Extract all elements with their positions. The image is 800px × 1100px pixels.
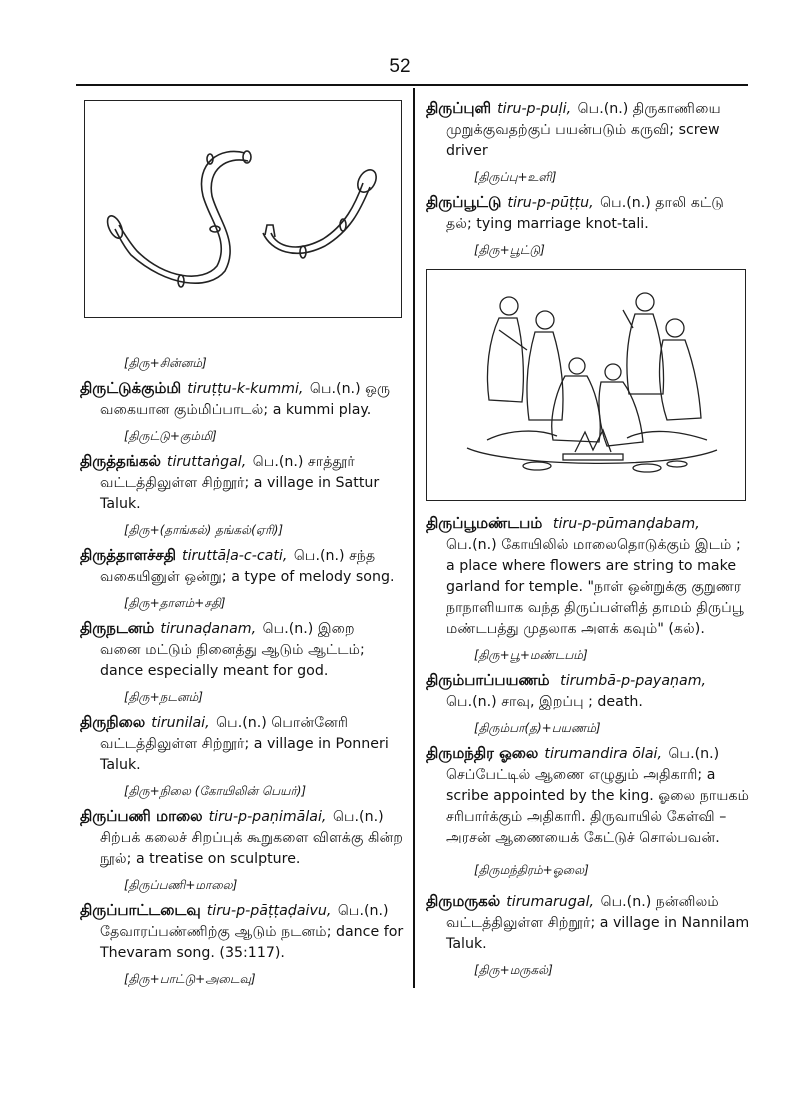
definition: வனை மட்டும் நினைத்து ஆடும் ஆட்டம்; dance especially meant for god. bbox=[100, 642, 365, 679]
headword: திருட்டுக்கும்மி bbox=[80, 379, 182, 397]
definition: வகையான கும்மிப்பாடல்; a kummi play. bbox=[100, 402, 372, 418]
pos-gloss: பெ.(n.) தாலி கட்டு bbox=[600, 195, 724, 211]
transliteration: tiru-p-puḷi, bbox=[497, 101, 572, 117]
horn-figure bbox=[84, 100, 402, 318]
etymology: [திரு+பூட்டு] bbox=[474, 243, 545, 257]
horn-instrument-illustration bbox=[85, 101, 401, 317]
entry bbox=[426, 98, 751, 186]
transliteration: tiru-p-pūmanḍabam, bbox=[552, 516, 700, 532]
left-column bbox=[80, 92, 405, 994]
wedding-ceremony-illustration bbox=[427, 270, 745, 500]
pos-gloss: பெ.(n.) ஒரு bbox=[309, 381, 391, 397]
transliteration: tiru-p-pāṭṭaḍaivu, bbox=[206, 903, 332, 919]
definition: செப்பேட்டில் ஆணை எழுதும் அதிகாரி; a scribe appointed by the king. ஓலை நாயகம் சரிபார்க்கும் அதிகாரி. திருவாயில் கேள்வி – அரசன் ஆணையைக் கேட்டுச் சொல்பவன். bbox=[446, 767, 750, 846]
transliteration: tiruṭṭu-k-kummi, bbox=[187, 381, 304, 397]
headword: திருநிலை bbox=[80, 713, 146, 731]
entry bbox=[80, 378, 405, 445]
etymology: [திரு+பூ+மண்டபம்] bbox=[474, 648, 588, 662]
wedding-figure bbox=[426, 269, 746, 501]
definition: தல்; tying marriage knot-tali. bbox=[446, 216, 649, 232]
definition: தேவாரப்பண்ணிற்கு ஆடும் நடனம்; dance for Thevaram song. (35:117). bbox=[100, 924, 404, 961]
entry bbox=[80, 712, 405, 800]
transliteration: tiru-p-paṇimālai, bbox=[208, 809, 327, 825]
entry bbox=[426, 743, 751, 879]
right-column bbox=[426, 92, 751, 985]
entry bbox=[80, 900, 405, 988]
entry bbox=[80, 451, 405, 539]
transliteration: tirumarugal, bbox=[506, 894, 595, 910]
pos-gloss: பெ.(n.) bbox=[332, 809, 384, 825]
etymology: [திரு+பாட்டு+அடைவு] bbox=[124, 972, 256, 986]
pos-gloss: பெ.(n.) இறை bbox=[262, 621, 355, 637]
headword: திருப்பூமண்டபம் bbox=[426, 514, 543, 532]
pos-gloss: பெ.(n.) bbox=[337, 903, 389, 919]
transliteration: tiruttaṅgal, bbox=[166, 454, 247, 470]
headword: திருப்பணி மாலை bbox=[80, 807, 203, 825]
transliteration: tirumandira ōlai, bbox=[544, 746, 662, 762]
definition: பெ.(n.) கோயிலில் மாலைதொடுக்கும் இடம் ; a place where flowers are string to make garland for temple. "நாள் ஒன்றுக்கு குறுணர நாநாளியாக வந்த திருப்பள்ளித் தாமம் திருப்பூ மண்டபத்து முதலாக அளக் கவும்" (கல்). bbox=[446, 537, 744, 637]
pos-gloss: பெ.(n.) bbox=[668, 746, 720, 762]
definition: சிற்பக் கலைச் சிறப்புக் கூறுகளை விளக்கு கின்ற நூல்; a treatise on sculpture. bbox=[100, 830, 404, 867]
column-divider bbox=[413, 88, 415, 988]
pos-gloss: பெ.(n.) பொன்னேரி bbox=[216, 715, 349, 731]
headword: திருமருகல் bbox=[426, 892, 501, 910]
transliteration: tiru-p-pūṭṭu, bbox=[507, 195, 594, 211]
etymology: [திரு+நிலை (கோயிலின் பெயர்)] bbox=[124, 784, 307, 798]
etymology: [திருட்டு+கும்மி] bbox=[124, 429, 217, 443]
definition: வட்டத்திலுள்ள சிற்றூர்; a village in Sattur Taluk. bbox=[100, 475, 380, 512]
entry bbox=[80, 545, 405, 612]
transliteration: tirunilai, bbox=[151, 715, 210, 731]
definition: வட்டத்திலுள்ள சிற்றூர்; a village in Nannilam Taluk. bbox=[446, 915, 750, 952]
entry bbox=[80, 618, 405, 706]
definition: வட்டத்திலுள்ள சிற்றூர்; a village in Ponneri Taluk. bbox=[100, 736, 389, 773]
pos-gloss: பெ.(n.) திருகாணியை bbox=[577, 101, 721, 117]
transliteration: tirunaḍanam, bbox=[160, 621, 257, 637]
headword: திருத்தங்கல் bbox=[80, 452, 161, 470]
entry bbox=[426, 891, 751, 979]
definition: பெ.(n.) சாவு, இறப்பு ; death. bbox=[446, 694, 643, 710]
etymology: [திருப்பு+உளி] bbox=[474, 170, 557, 184]
figure-etymology: [திரு+சின்னம்] bbox=[124, 356, 207, 370]
entry bbox=[426, 670, 751, 737]
page-number: 52 bbox=[389, 56, 411, 77]
headword: திரும்பாப்பயணம் bbox=[426, 671, 550, 689]
entry bbox=[426, 192, 751, 259]
pos-gloss: பெ.(n.) சந்த bbox=[293, 548, 376, 564]
headword: திருப்புளி bbox=[426, 99, 492, 117]
headword: திருத்தாளச்சதி bbox=[80, 546, 177, 564]
headword: திருநடனம் bbox=[80, 619, 155, 637]
definition: முறுக்குவதற்குப் பயன்படும் கருவி; screw driver bbox=[446, 122, 720, 159]
top-rule bbox=[76, 84, 748, 86]
entry bbox=[80, 806, 405, 894]
transliteration: tiruttāḷa-c-cati, bbox=[182, 548, 288, 564]
headword: திருமந்திர ஓலை bbox=[426, 744, 539, 762]
etymology: [திரு+தாளம்+சதி] bbox=[124, 596, 226, 610]
etymology: [திரு+மருகல்] bbox=[474, 963, 553, 977]
etymology: [திருப்பணி+மாலை] bbox=[124, 878, 238, 892]
etymology: [திருமந்திரம்+ஓலை] bbox=[474, 863, 589, 877]
headword: திருப்பூட்டு bbox=[426, 193, 502, 211]
etymology: [திரும்பா(த)+பயணம்] bbox=[474, 721, 601, 735]
pos-gloss: பெ.(n.) சாத்தூர் bbox=[252, 454, 355, 470]
pos-gloss: பெ.(n.) நன்னிலம் bbox=[600, 894, 719, 910]
etymology: [திரு+நடனம்] bbox=[124, 690, 203, 704]
definition: வகையினுள் ஒன்று; a type of melody song. bbox=[100, 569, 395, 585]
entry bbox=[426, 513, 751, 664]
headword: திருப்பாட்டடைவு bbox=[80, 901, 201, 919]
transliteration: tirumbā-p-payaṇam, bbox=[560, 673, 707, 689]
etymology: [திரு+(தாங்கல்) தங்கல்(ஏரி)] bbox=[124, 523, 284, 537]
